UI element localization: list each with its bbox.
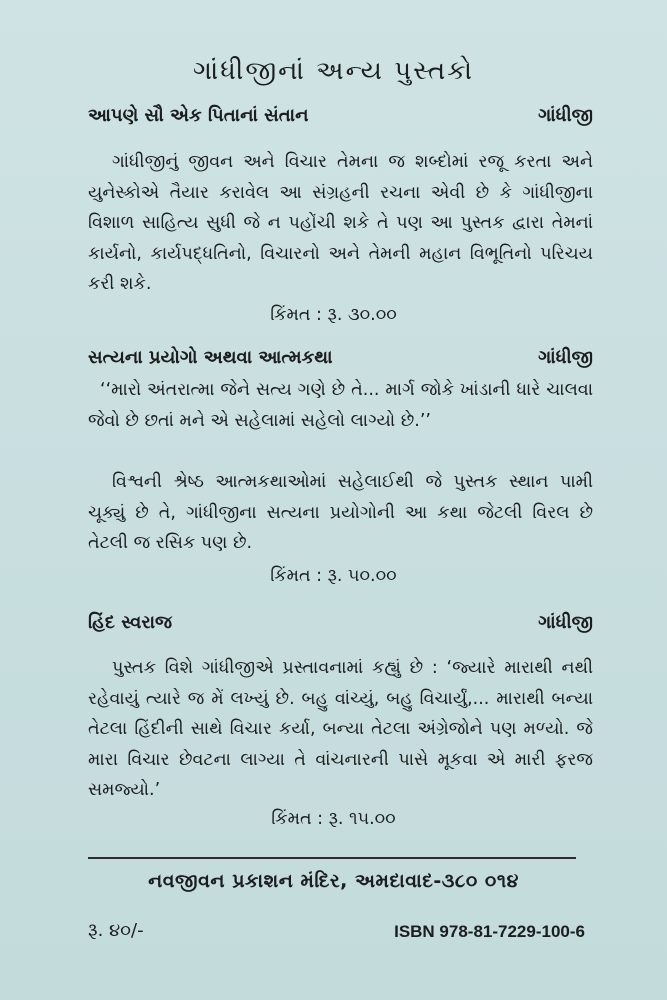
page-heading: ગાંધીજીનાં અન્ય પુસ્તકો — [192, 56, 475, 86]
book-description: વિશ્વની શ્રેષ્ઠ આત્મકથાઓમાં સહેલાઈથી જે પુસ્તક સ્થાન પામી ચૂક્યું છે તે, ગાંધીજીના સત્યના પ્રયોગોની આ કથા જેટલી વિરલ છે તેટલી જ રસિક પણ છે. — [88, 472, 593, 553]
book-title: હિંદ સ્વરાજ — [88, 612, 173, 633]
book-title: આપણે સૌ એક પિતાનાં સંતાન — [88, 105, 309, 126]
book-entry-title — [88, 347, 593, 368]
book-title: સત્યના પ્રયોગો અથવા આત્મકથા — [88, 347, 333, 368]
book-author: ગાંધીજી — [538, 105, 593, 126]
book-price: કિંમત : રૂ. ૧૫.૦૦ — [271, 809, 396, 829]
book-author: ગાંધીજી — [538, 347, 593, 368]
book-quote: ‘‘મારો અંતરાત્મા જેને સત્ય ગણે છે તે... માર્ગ જોકે ખાંડાની ધારે ચાલવા જેવો છે છતાં મને એ સહેલામાં સહેલો લાગ્યો છે.’’ — [88, 380, 593, 431]
book-author: ગાંધીજી — [538, 612, 593, 633]
book-entry-title — [88, 612, 593, 633]
book-description: પુસ્તક વિશે ગાંધીજીએ પ્રસ્તાવનામાં કહ્યું છે : ‘જ્યારે મારાથી નથી રહેવાયું ત્યારે જ મેં લખ્યું છે. બહુ વાંચ્યું, બહુ વિચાર્યું,... મારાથી બન્યા તેટલા હિંદીની સાથે વિચાર કર્યા, બન્યા તેટલા અંગ્રેજોને પણ મળ્યો. જે મારા વિચાર છેવટના લાગ્યા તે વાંચનારની પાસે મૂકવા એ મારી ફરજ સમજ્યો.’ — [88, 658, 593, 800]
isbn-number: ISBN 978-81-7229-100-6 — [394, 922, 585, 941]
divider-rule — [88, 857, 576, 859]
book-price: કિંમત : રૂ. ૫૦.૦૦ — [270, 566, 397, 586]
book-entry-title — [88, 105, 593, 126]
book-description: ગાંધીજીનું જીવન અને વિચાર તેમના જ શબ્દોમાં રજૂ કરતા અને યુનેસ્કોએ તૈયાર કરાવેલ આ સંગ્રહની રચના એવી છે કે ગાંધીજીના વિશાળ સાહિત્ય સુધી જે ન પહોંચી શકે તે પણ આ પુસ્તક દ્વારા તેમનાં કાર્યનો, કાર્યપદ્ધતિનો, વિચારનો અને તેમની મહાન વિભૂતિનો પરિચય કરી શકે. — [88, 152, 593, 294]
book-price: કિંમત : રૂ. ૩૦.૦૦ — [270, 305, 397, 325]
cover-price: રૂ. ૪૦/- — [88, 920, 144, 941]
publisher-line: નવજીવન પ્રકાશન મંદિર, અમદાવાદ-૩૮૦ ૦૧૪ — [148, 870, 519, 892]
